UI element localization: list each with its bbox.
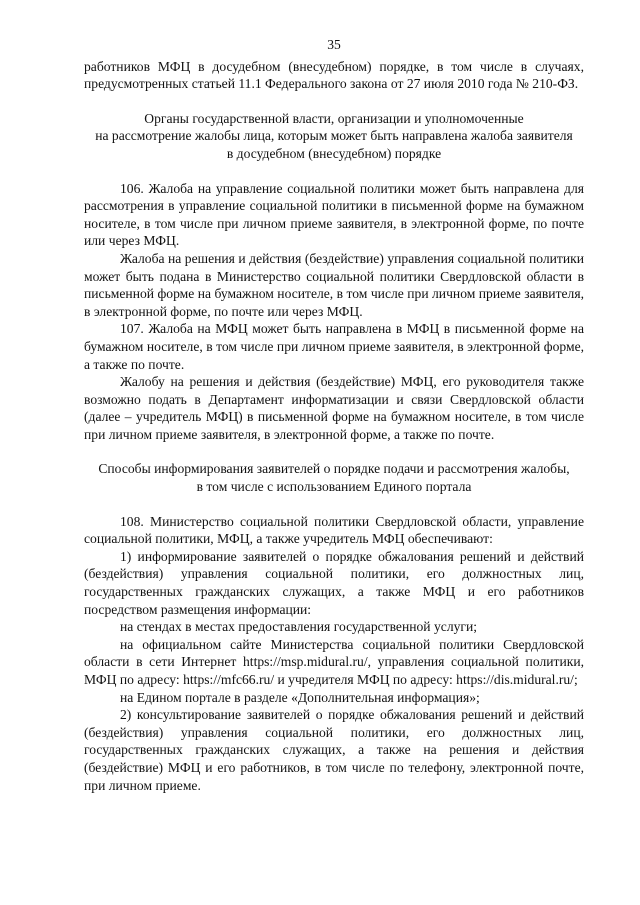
section-heading-complaint-bodies: [84, 110, 584, 163]
heading-line: на рассмотрение жалобы лица, которым может быть направлена жалоба заявителя: [95, 128, 573, 144]
paragraph-107-founder: Жалобу на решения и действия (бездействие) МФЦ, его руководителя также возможно подать в Департамент информатизации и связи Свердловской области (далее – учредитель МФЦ) в письменной форме на бумажном носителе, в том числе при личном приеме заявителя, в электронной форме, а также по почте.: [84, 374, 584, 442]
page-number: 35: [327, 37, 341, 52]
heading-line: Органы государственной власти, организации и уполномоченные: [144, 110, 524, 126]
paragraph-single-portal: на Едином портале в разделе «Дополнительная информация»;: [120, 689, 480, 705]
heading-line: Способы информирования заявителей о порядке подачи и рассмотрения жалобы,: [98, 461, 570, 477]
heading-line: в том числе с использованием Единого портала: [196, 479, 472, 495]
paragraph-websites: на официальном сайте Министерства социальной политики Свердловской области в сети Интернет https://msp.midural.ru/, управления социальной политики, МФЦ по адресу: https://mfc66.ru/ и учредителя МФЦ по адресу: https://dis.midural.ru/;: [84, 636, 584, 687]
paragraph-107: 107. Жалоба на МФЦ может быть направлена в МФЦ в письменной форме на бумажном носителе, в том числе при личном приеме заявителя, в электронной форме, а также по почте.: [84, 321, 584, 372]
heading-line: в досудебном (внесудебном) порядке: [226, 145, 442, 161]
intro-paragraph: работников МФЦ в досудебном (внесудебном) порядке, в том числе в случаях, предусмотренных статьей 11.1 Федерального закона от 27 июля 2010 года № 210-ФЗ.: [84, 58, 584, 92]
section-heading-informing: [84, 460, 584, 495]
paragraph-108: 108. Министерство социальной политики Свердловской области, управление социальной политики, МФЦ, а также учредитель МФЦ обеспечивают:: [84, 513, 584, 547]
paragraph-stands: на стендах в местах предоставления государственной услуги;: [120, 619, 478, 635]
paragraph-108-item-1: 1) информирование заявителей о порядке обжалования решений и действий (бездействия) управления социальной политики, его должностных лиц, государственных гражданских служащих, а также МФЦ и его работников посредством размещения информации:: [84, 548, 584, 617]
paragraph-108-item-2: 2) консультирование заявителей о порядке обжалования решений и действий (бездействия) управления социальной политики, его должностных лиц, государственных гражданских служащих, а также на решения и действия (бездействие) МФЦ и его работников, в том числе по телефону, электронной почте, при личном приеме.: [84, 707, 584, 793]
paragraph-106-ministry: Жалоба на решения и действия (бездействие) управления социальной политики может быть подана в Министерство социальной политики Свердловской области в письменной форме на бумажном носителе, в том числе при личном приеме заявителя, в электронной форме, по почте или через МФЦ.: [84, 250, 584, 319]
paragraph-106: 106. Жалоба на управление социальной политики может быть направлена для рассмотрения в управление социальной политики в письменной форме на бумажном носителе, в том числе при личном приеме заявителя, в электронной форме, по почте или через МФЦ.: [84, 180, 584, 249]
